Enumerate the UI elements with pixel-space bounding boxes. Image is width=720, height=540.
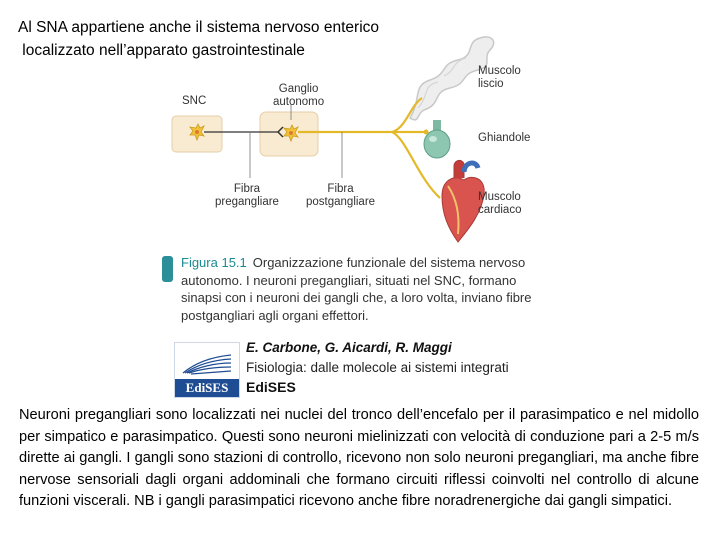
label-ghiandole: Ghiandole (478, 132, 531, 144)
publisher-logo-text: EdiSES (175, 379, 239, 397)
ans-diagram (160, 28, 560, 248)
book-title: Fisiologia: dalle molecole ai sistemi integrati (246, 360, 509, 375)
book-authors: E. Carbone, G. Aicardi, R. Maggi (246, 340, 452, 355)
publisher-logo (174, 342, 240, 398)
body-paragraph: Neuroni pregangliari sono localizzati nei nuclei del tronco dell’encefalo per il parasimpatico e nel midollo per simpatico e parasimpatico. Questi sono neuroni mielinizzati con velocità di conduzione pari a 2-5 m/s dirette ai gangli. I gangli sono stazioni di controllo, ricevono non solo neuroni pregangliari, ma anche fibre nervose sensoriali dagli organi addominali che formano circuiti riflessi coinvolti nel controllo di alcune funzioni viscerali. NB i gangli parasimpatici ricevono anche fibre noradrenergiche dai gangli simpatici. (19, 407, 699, 509)
caption-text: Organizzazione funzionale del sistema nervoso autonomo. I neuroni pregangliari, situati nel SNC, formano sinapsi con i neuroni dei gangli che, a loro volta, inviano fibre postgangliari agli organi effettori. (181, 255, 532, 323)
book-pages-icon (175, 343, 239, 379)
figure-caption (160, 248, 558, 323)
label-snc: SNC (182, 95, 207, 107)
label-fibra-pregangliare (215, 183, 279, 209)
figure-number: Figura 15.1 (181, 255, 247, 270)
gland-illustration (424, 120, 450, 158)
slide-title-line-2: localizzato nell’apparato gastrointestinale (18, 42, 305, 59)
label-muscolo-cardiaco-line-2: cardiaco (478, 204, 522, 216)
label-muscolo-liscio-line-2: liscio (478, 78, 504, 90)
label-muscolo-liscio (478, 65, 521, 91)
label-fibra-post-line-2: postgangliare (306, 196, 376, 208)
publisher-name: EdiSES (246, 379, 296, 395)
label-fibra-post-line-1: Fibra (327, 183, 354, 195)
label-muscolo-cardiaco (478, 191, 521, 217)
caption-accent-bar (162, 256, 173, 282)
label-muscolo-cardiaco-line-1: Muscolo (478, 191, 521, 203)
slide-title-line-1: Al SNA appartiene anche il sistema nervoso enterico (18, 19, 380, 36)
label-muscolo-liscio-line-1: Muscolo (478, 65, 521, 77)
label-fibra-pre-line-2: pregangliare (215, 196, 279, 208)
label-ganglio-line-2: autonomo (273, 96, 325, 108)
caption-text-block (181, 254, 553, 324)
publisher-block (174, 340, 534, 398)
label-ganglio-autonomo (273, 83, 324, 109)
gland-terminal (424, 130, 429, 135)
label-fibra-postgangliare (306, 183, 375, 209)
label-ganglio-line-1: Ganglio (278, 83, 319, 95)
label-fibra-pre-line-1: Fibra (233, 183, 261, 195)
